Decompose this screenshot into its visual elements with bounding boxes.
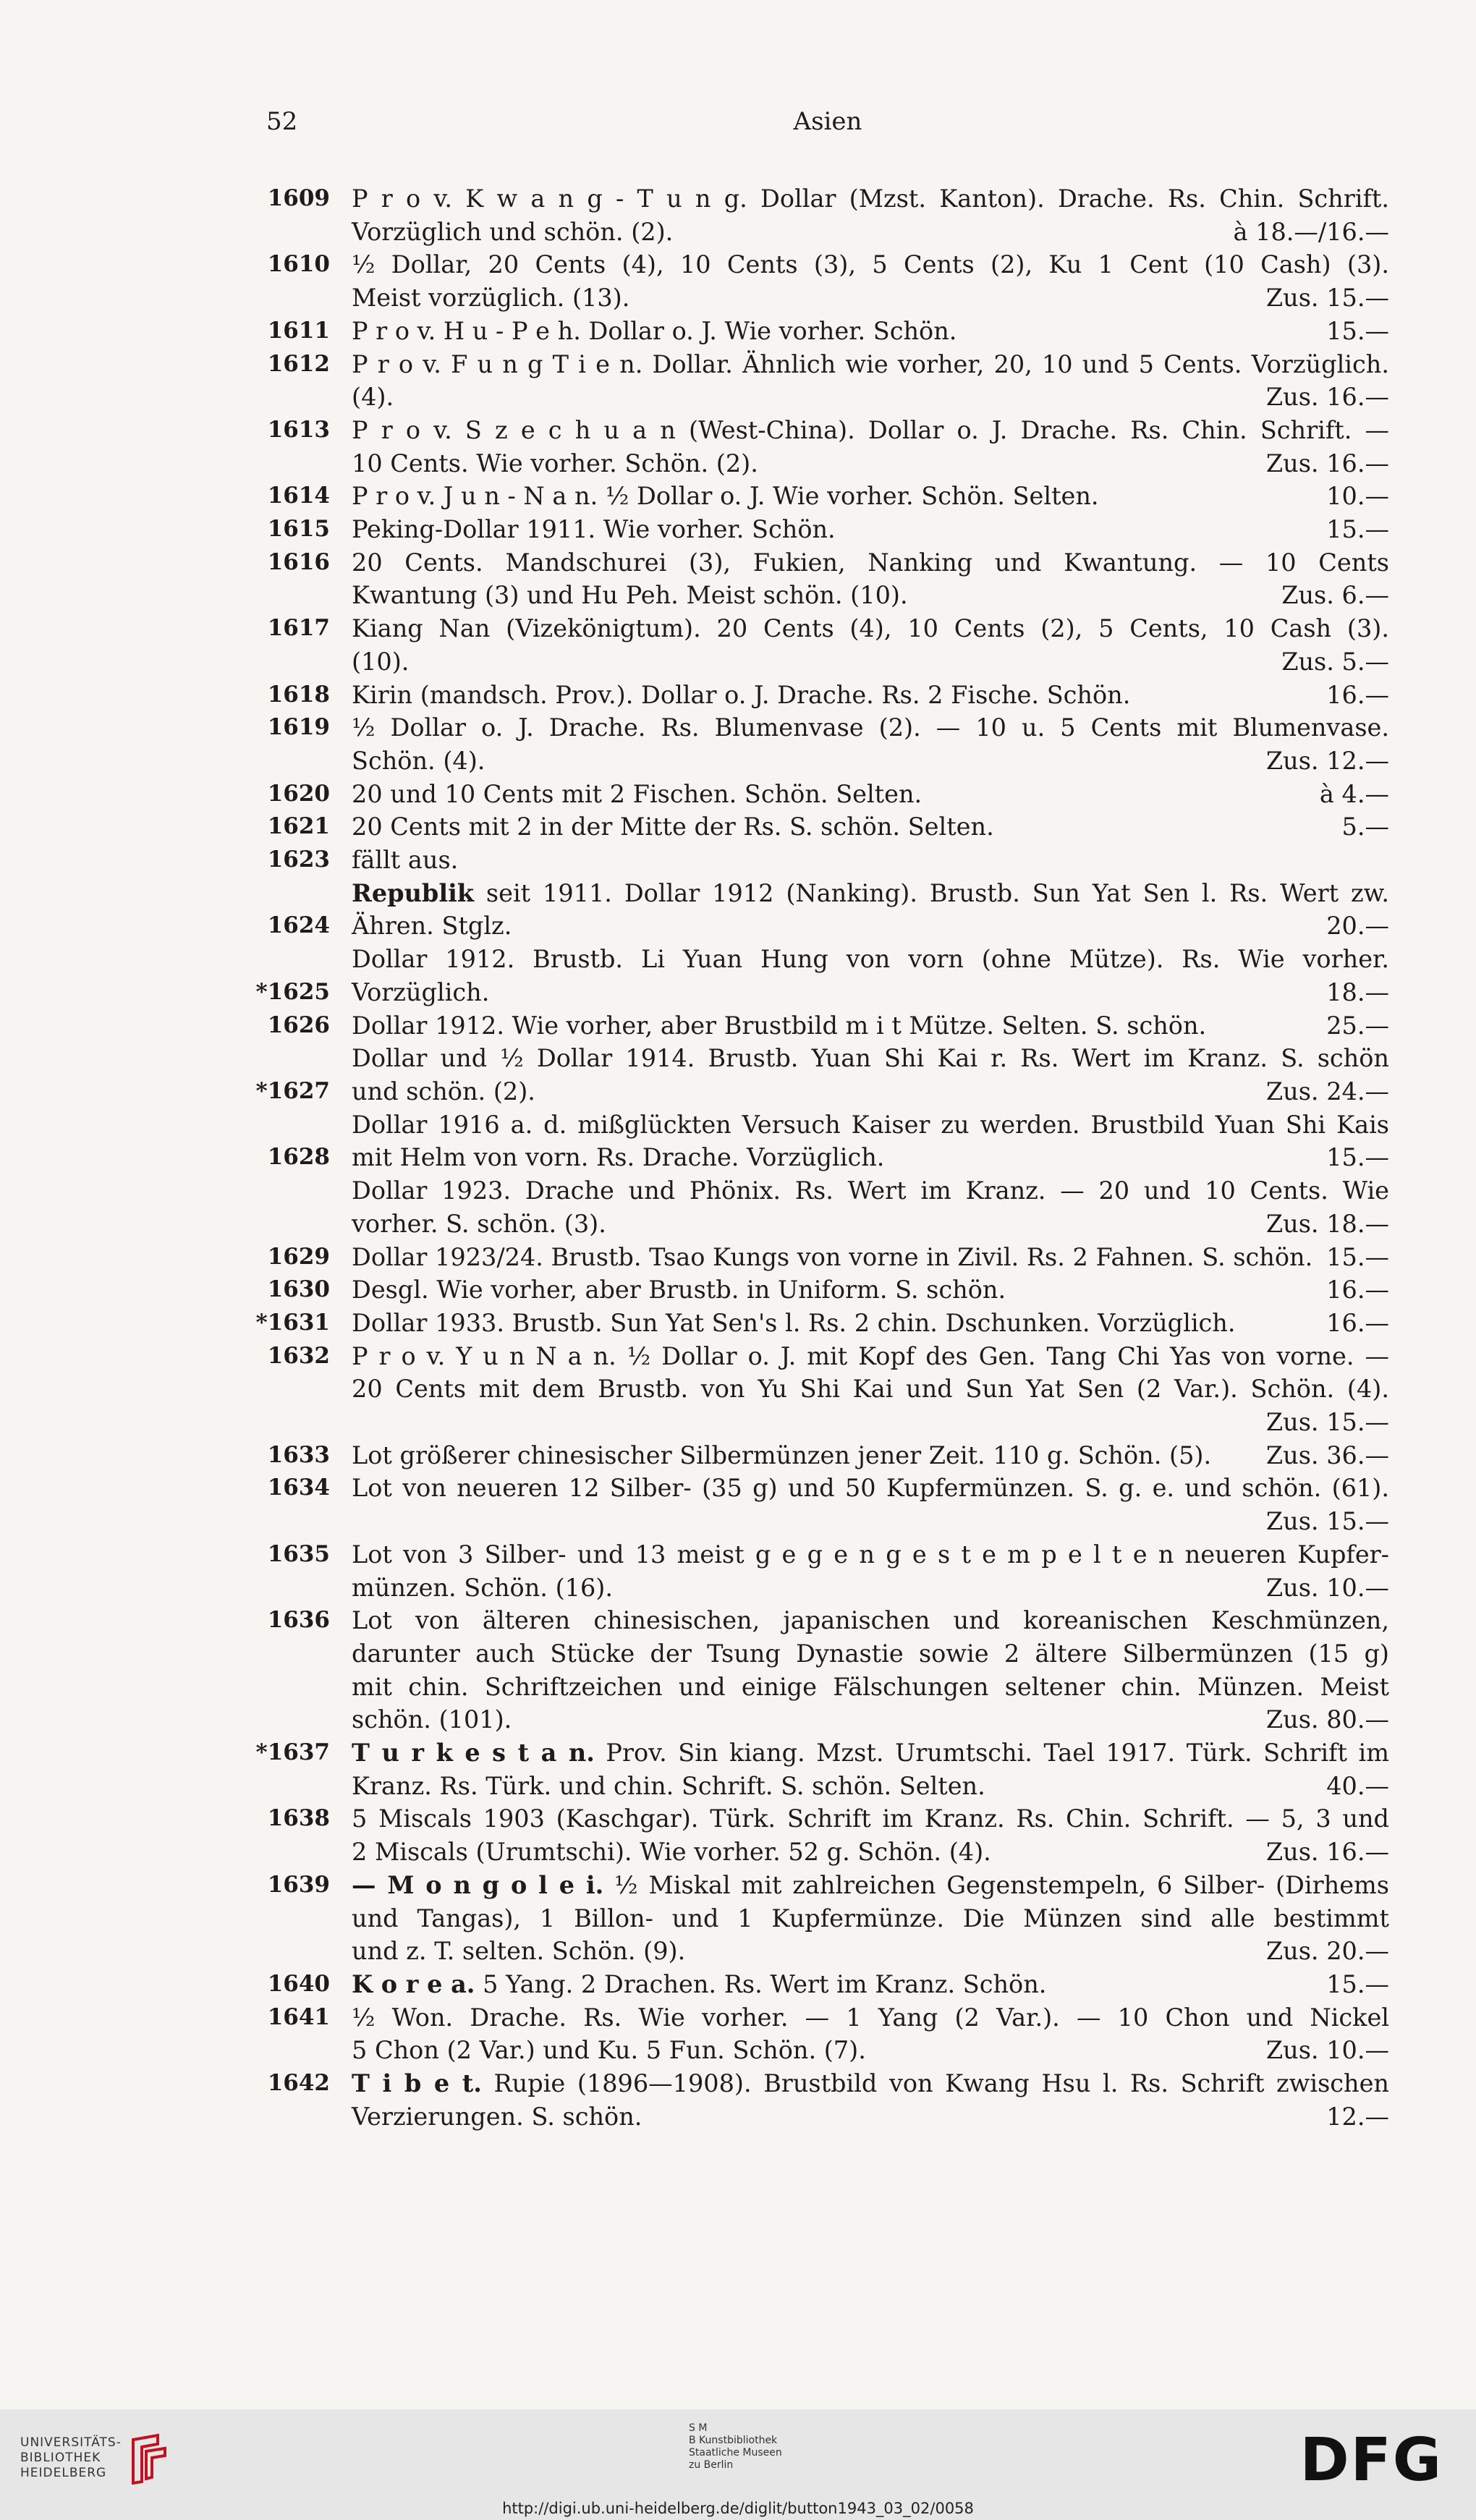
entry-description: 2 Miscals (Urumtschi). Wie vorher. 52 g. Schön. (4). <box>352 1838 991 1867</box>
entry-line: darunter auch Stücke der Tsung Dynastie sowie 2 ältere Silbermünzen (15 g) <box>352 1639 1389 1668</box>
entry-description: Kranz. Rs. Türk. und chin. Schrift. S. schön. Selten. <box>352 1771 985 1800</box>
lot-number: 1613 <box>267 416 330 443</box>
entry-line <box>352 381 1389 414</box>
entry-line <box>352 810 1389 844</box>
entry-line: Republik seit 1911. Dollar 1912 (Nanking). Brustb. Sun Yat Sen l. Rs. Wert zw. <box>352 878 1389 907</box>
entry-line: T i b e t. Rupie (1896—1908). Brustbild von Kwang Hsu l. Rs. Schrift zwischen <box>352 2069 1389 2098</box>
entry-description: P r o v. J u n - N a n. ½ Dollar o. J. Wie vorher. Schön. Selten. <box>352 482 1099 511</box>
entry-price: 16.— <box>1326 1308 1389 1337</box>
entry-line: Lot von 3 Silber- und 13 meist g e g e n g e s t e m p e l t e n neueren Kupfer- <box>352 1540 1389 1569</box>
entry-price: Zus. 20.— <box>1265 1937 1389 1966</box>
entry-line <box>352 976 1389 1009</box>
entry-line <box>352 1703 1389 1736</box>
entry-line <box>352 1571 1389 1605</box>
entry-description: K o r e a. 5 Yang. 2 Drachen. Rs. Wert im Kranz. Schön. <box>352 1969 1047 1998</box>
lot-number: *1627 <box>255 1077 330 1104</box>
lot-number: 1611 <box>267 317 330 344</box>
entry-price: 40.— <box>1326 1771 1389 1800</box>
entry-price: à 4.— <box>1319 779 1389 808</box>
entry-line <box>352 1075 1389 1108</box>
entry-line: Lot von neueren 12 Silber- (35 g) und 50 Kupfermünzen. S. g. e. und schön. (61). <box>352 1474 1389 1503</box>
entry-description: und schön. (2). <box>352 1077 535 1106</box>
lot-number: *1637 <box>255 1739 330 1766</box>
catalog-entry <box>239 1273 1389 1307</box>
entry-description: Kwantung (3) und Hu Peh. Meist schön. (10). <box>352 581 908 610</box>
university-library-logo[interactable] <box>20 2431 169 2485</box>
catalog-entry <box>239 1869 1389 1968</box>
entry-line: und Tangas), 1 Billon- und 1 Kupfermünze. Die Münzen sind alle bestimmt <box>352 1904 1389 1933</box>
lot-number: 1624 <box>267 912 330 939</box>
catalog-entry <box>239 1009 1389 1043</box>
entry-price: Zus. 12.— <box>1265 746 1389 775</box>
entry-line <box>352 1406 1389 1439</box>
entry-line <box>352 281 1389 315</box>
entry-price: 20.— <box>1326 912 1389 941</box>
entry-line <box>352 2100 1389 2134</box>
entry-price: 15.— <box>1326 1969 1389 1998</box>
entry-price: Zus. 5.— <box>1281 647 1389 676</box>
lot-number: 1633 <box>267 1441 330 1468</box>
lot-number: 1614 <box>267 483 330 509</box>
entry-line <box>352 315 1389 348</box>
entry-price: Zus. 18.— <box>1265 1209 1389 1238</box>
lot-number: 1623 <box>267 847 330 873</box>
catalog-entry <box>239 1439 1389 1472</box>
catalog-entry <box>239 810 1389 844</box>
catalog-entry <box>239 943 1389 1009</box>
page-header <box>266 107 1389 143</box>
catalog-entry <box>239 315 1389 348</box>
entry-description: Lot größerer chinesischer Silbermünzen jener Zeit. 110 g. Schön. (5). <box>352 1441 1212 1469</box>
entry-line: P r o v. Y u n N a n. ½ Dollar o. J. mit Kopf des Gen. Tang Chi Yas von vorne. — <box>352 1341 1389 1370</box>
lot-number: 1639 <box>267 1871 330 1898</box>
dfg-logo[interactable]: DFG <box>1299 2426 1443 2495</box>
running-title: Asien <box>793 107 862 136</box>
entry-description: Vorzüglich. <box>352 977 490 1006</box>
catalog-entry <box>239 248 1389 314</box>
entry-price: Zus. 16.— <box>1265 449 1389 478</box>
entry-price: à 18.—/16.— <box>1233 217 1389 246</box>
entry-line <box>352 1307 1389 1340</box>
catalog-entry <box>239 1538 1389 1604</box>
entry-price: Zus. 15.— <box>1265 1507 1389 1536</box>
entry-price: Zus. 15.— <box>1265 284 1389 313</box>
lot-number: 1630 <box>267 1276 330 1303</box>
entry-line <box>352 447 1389 480</box>
catalog-entry <box>239 513 1389 546</box>
catalog-entry <box>239 414 1389 480</box>
entry-line <box>352 1505 1389 1538</box>
lot-number: 1612 <box>267 350 330 377</box>
entry-line <box>352 679 1389 712</box>
entry-description: schön. (101). <box>352 1705 512 1734</box>
entry-description: 5 Chon (2 Var.) und Ku. 5 Fun. Schön. (7). <box>352 2036 866 2065</box>
lot-number: 1636 <box>267 1607 330 1634</box>
catalog-entries <box>239 182 1389 2133</box>
catalog-entry <box>239 348 1389 414</box>
catalog-entry <box>239 2067 1389 2133</box>
lot-number: 1610 <box>267 251 330 278</box>
entry-line: Dollar und ½ Dollar 1914. Brustb. Yuan Shi Kai r. Rs. Wert im Kranz. S. schön <box>352 1044 1389 1073</box>
lot-number: 1621 <box>267 813 330 840</box>
lot-number: 1640 <box>267 1970 330 1997</box>
catalog-entry <box>239 1174 1389 1240</box>
entry-description: Dollar 1912. Wie vorher, aber Brustbild m i t Mütze. Selten. S. schön. <box>352 1011 1207 1040</box>
entry-line: fällt aus. <box>352 846 459 875</box>
entry-line <box>352 579 1389 612</box>
entry-line: Kiang Nan (Vizekönigtum). 20 Cents (4), 10 Cents (2), 5 Cents, 10 Cash (3). <box>352 614 1389 643</box>
lot-number: 1618 <box>267 681 330 708</box>
entry-description: Dollar 1933. Brustb. Sun Yat Sen's l. Rs. 2 chin. Dschunken. Vorzüglich. <box>352 1308 1236 1337</box>
entry-line <box>352 778 1389 811</box>
university-logo-icon <box>129 2431 169 2485</box>
catalog-entry <box>239 2001 1389 2067</box>
lot-number: 1635 <box>267 1540 330 1567</box>
entry-price: 10.— <box>1326 482 1389 511</box>
lot-number: *1631 <box>255 1309 330 1336</box>
entry-line: P r o v. F u n g T i e n. Dollar. Ähnlich wie vorher, 20, 10 und 5 Cents. Vorzüglich. <box>352 349 1389 378</box>
lot-number: 1616 <box>267 548 330 575</box>
entry-line <box>352 1770 1389 1803</box>
entry-price: 15.— <box>1326 1242 1389 1271</box>
entry-description: und z. T. selten. Schön. (9). <box>352 1937 686 1966</box>
entry-price: Zus. 6.— <box>1281 581 1389 610</box>
entry-line: mit chin. Schriftzeichen und einige Fälschungen seltener chin. Münzen. Meist <box>352 1672 1389 1701</box>
lot-number: 1615 <box>267 516 330 543</box>
entry-line: Dollar 1912. Brustb. Li Yuan Hung von vorn (ohne Mütze). Rs. Wie vorher. <box>352 945 1389 974</box>
viewer-footer <box>0 2409 1476 2520</box>
lot-number: 1629 <box>267 1243 330 1270</box>
entry-description: münzen. Schön. (16). <box>352 1573 614 1602</box>
entry-price: Zus. 10.— <box>1265 2036 1389 2065</box>
lot-number: 1628 <box>267 1144 330 1171</box>
entry-price: 16.— <box>1326 680 1389 709</box>
kunstbibliothek-credit: S M B Kunstbibliothek Staatliche Museen zu Berlin <box>689 2422 782 2471</box>
lot-number: 1617 <box>267 615 330 642</box>
university-library-name: UNIVERSITÄTS- BIBLIOTHEK HEIDELBERG <box>20 2435 122 2480</box>
entry-price: Zus. 80.— <box>1265 1705 1389 1734</box>
entry-line: 20 Cents. Mandschurei (3), Fukien, Nanking und Kwantung. — 10 Cents <box>352 548 1389 577</box>
entry-price: Zus. 16.— <box>1265 1838 1389 1867</box>
entry-line: 5 Miscals 1903 (Kaschgar). Türk. Schrift im Kranz. Rs. Chin. Schrift. — 5, 3 und <box>352 1804 1389 1833</box>
entry-price: Zus. 15.— <box>1265 1408 1389 1437</box>
entry-line <box>352 1968 1389 2001</box>
entry-line: ½ Dollar, 20 Cents (4), 10 Cents (3), 5 Cents (2), Ku 1 Cent (10 Cash) (3). <box>352 250 1389 279</box>
entry-line <box>352 513 1389 546</box>
entry-description: Vorzüglich und schön. (2). <box>352 217 674 246</box>
entry-price: Zus. 36.— <box>1265 1441 1389 1469</box>
catalog-entry <box>239 546 1389 612</box>
entry-line: Dollar 1916 a. d. mißglückten Versuch Kaiser zu werden. Brustbild Yuan Shi Kais <box>352 1110 1389 1139</box>
entry-line: Dollar 1923. Drache und Phönix. Rs. Wert im Kranz. — 20 und 10 Cents. Wie <box>352 1176 1389 1205</box>
catalog-entry <box>239 877 1389 943</box>
entry-line <box>352 480 1389 513</box>
catalog-entry <box>239 1042 1389 1108</box>
entry-price: 16.— <box>1326 1276 1389 1304</box>
entry-description: Meist vorzüglich. (13). <box>352 284 630 313</box>
lot-number: 1609 <box>267 185 330 211</box>
entry-price: 5.— <box>1341 813 1389 841</box>
lot-number: 1642 <box>267 2070 330 2097</box>
catalog-entry <box>239 711 1389 777</box>
lot-number: 1641 <box>267 2003 330 2030</box>
catalog-entry <box>239 1968 1389 2001</box>
entry-line: T u r k e s t a n. Prov. Sin kiang. Mzst. Urumtschi. Tael 1917. Türk. Schrift im <box>352 1739 1390 1768</box>
entry-price: 12.— <box>1326 2102 1389 2131</box>
catalog-entry <box>239 844 1389 877</box>
entry-description: Dollar 1923/24. Brustb. Tsao Kungs von vorne in Zivil. Rs. 2 Fahnen. S. schön. <box>352 1242 1313 1271</box>
entry-price: Zus. 24.— <box>1265 1077 1389 1106</box>
entry-line: ½ Won. Drache. Rs. Wie vorher. — 1 Yang (2 Var.). — 10 Chon und Nickel <box>352 2003 1389 2032</box>
entry-line <box>352 216 1389 249</box>
catalog-entry <box>239 1340 1389 1439</box>
entry-description: Schön. (4). <box>352 746 485 775</box>
entry-line <box>352 1935 1389 1968</box>
entry-line <box>352 1836 1389 1869</box>
entry-description: (4). <box>352 383 394 412</box>
entry-price: 15.— <box>1326 316 1389 345</box>
entry-line <box>352 1009 1389 1043</box>
entry-price: 15.— <box>1326 1143 1389 1172</box>
entry-description: mit Helm von vorn. Rs. Drache. Vorzüglich. <box>352 1143 885 1172</box>
lot-number: 1638 <box>267 1805 330 1832</box>
entry-price: 25.— <box>1326 1011 1389 1040</box>
entry-description: 20 Cents mit 2 in der Mitte der Rs. S. schön. Selten. <box>352 813 994 841</box>
entry-line: ½ Dollar o. J. Drache. Rs. Blumenvase (2). — 10 u. 5 Cents mit Blumenvase. <box>352 713 1389 742</box>
lot-number: 1620 <box>267 780 330 807</box>
entry-line <box>352 645 1389 679</box>
entry-line <box>352 1208 1389 1241</box>
entry-line <box>352 909 1389 943</box>
entry-line: Lot von älteren chinesischen, japanischen und koreanischen Keschmünzen, <box>352 1606 1389 1635</box>
lot-number: *1625 <box>255 978 330 1005</box>
entry-price: Zus. 16.— <box>1265 383 1389 412</box>
catalog-entry <box>239 1307 1389 1340</box>
catalog-entry <box>239 1604 1389 1736</box>
catalog-entry <box>239 778 1389 811</box>
entry-description: vorher. S. schön. (3). <box>352 1209 606 1238</box>
entry-line <box>352 1141 1389 1174</box>
entry-description: 10 Cents. Wie vorher. Schön. (2). <box>352 449 758 478</box>
source-url[interactable]: http://digi.ub.uni-heidelberg.de/diglit/button1943_03_02/0058 <box>502 2500 974 2517</box>
page-number: 52 <box>266 107 298 136</box>
entry-line: 20 Cents mit dem Brustb. von Yu Shi Kai und Sun Yat Sen (2 Var.). Schön. (4). <box>352 1375 1389 1404</box>
catalog-entry <box>239 679 1389 712</box>
lot-number: 1632 <box>267 1342 330 1369</box>
entry-line <box>352 1273 1389 1307</box>
entry-description: (10). <box>352 647 410 676</box>
catalog-entry <box>239 1108 1389 1174</box>
catalog-entry <box>239 1472 1389 1537</box>
entry-description: Kirin (mandsch. Prov.). Dollar o. J. Drache. Rs. 2 Fische. Schön. <box>352 680 1131 709</box>
entry-description: Ähren. Stglz. <box>352 912 512 941</box>
lot-number: 1634 <box>267 1475 330 1501</box>
catalog-entry <box>239 1736 1389 1802</box>
lot-number: 1619 <box>267 714 330 741</box>
catalog-entry <box>239 480 1389 513</box>
entry-line <box>352 744 1389 778</box>
entry-description: Peking-Dollar 1911. Wie vorher. Schön. <box>352 515 836 544</box>
entry-price: 18.— <box>1326 977 1389 1006</box>
entry-price: Zus. 10.— <box>1265 1573 1389 1602</box>
entry-description: 20 und 10 Cents mit 2 Fischen. Schön. Selten. <box>352 779 922 808</box>
catalog-entry <box>239 612 1389 678</box>
entry-line: — M o n g o l e i. ½ Miskal mit zahlreichen Gegenstempeln, 6 Silber- (Dirhems <box>352 1870 1389 1899</box>
entry-line: P r o v. K w a n g - T u n g. Dollar (Mzst. Kanton). Drache. Rs. Chin. Schrift. <box>352 184 1389 213</box>
entry-description: Verzierungen. S. schön. <box>352 2102 642 2131</box>
entry-line <box>352 2034 1389 2067</box>
entry-line: P r o v. S z e c h u a n (West-China). Dollar o. J. Drache. Rs. Chin. Schrift. — <box>352 415 1389 444</box>
catalog-entry <box>239 1802 1389 1868</box>
entry-line <box>352 1241 1389 1274</box>
catalog-entry <box>239 1241 1389 1274</box>
catalog-entry <box>239 182 1389 248</box>
entry-price: 15.— <box>1326 515 1389 544</box>
entry-description: Desgl. Wie vorher, aber Brustb. in Uniform. S. schön. <box>352 1276 1006 1304</box>
lot-number: 1626 <box>267 1011 330 1038</box>
entry-line <box>352 1439 1389 1472</box>
entry-description: P r o v. H u - P e h. Dollar o. J. Wie vorher. Schön. <box>352 316 957 345</box>
